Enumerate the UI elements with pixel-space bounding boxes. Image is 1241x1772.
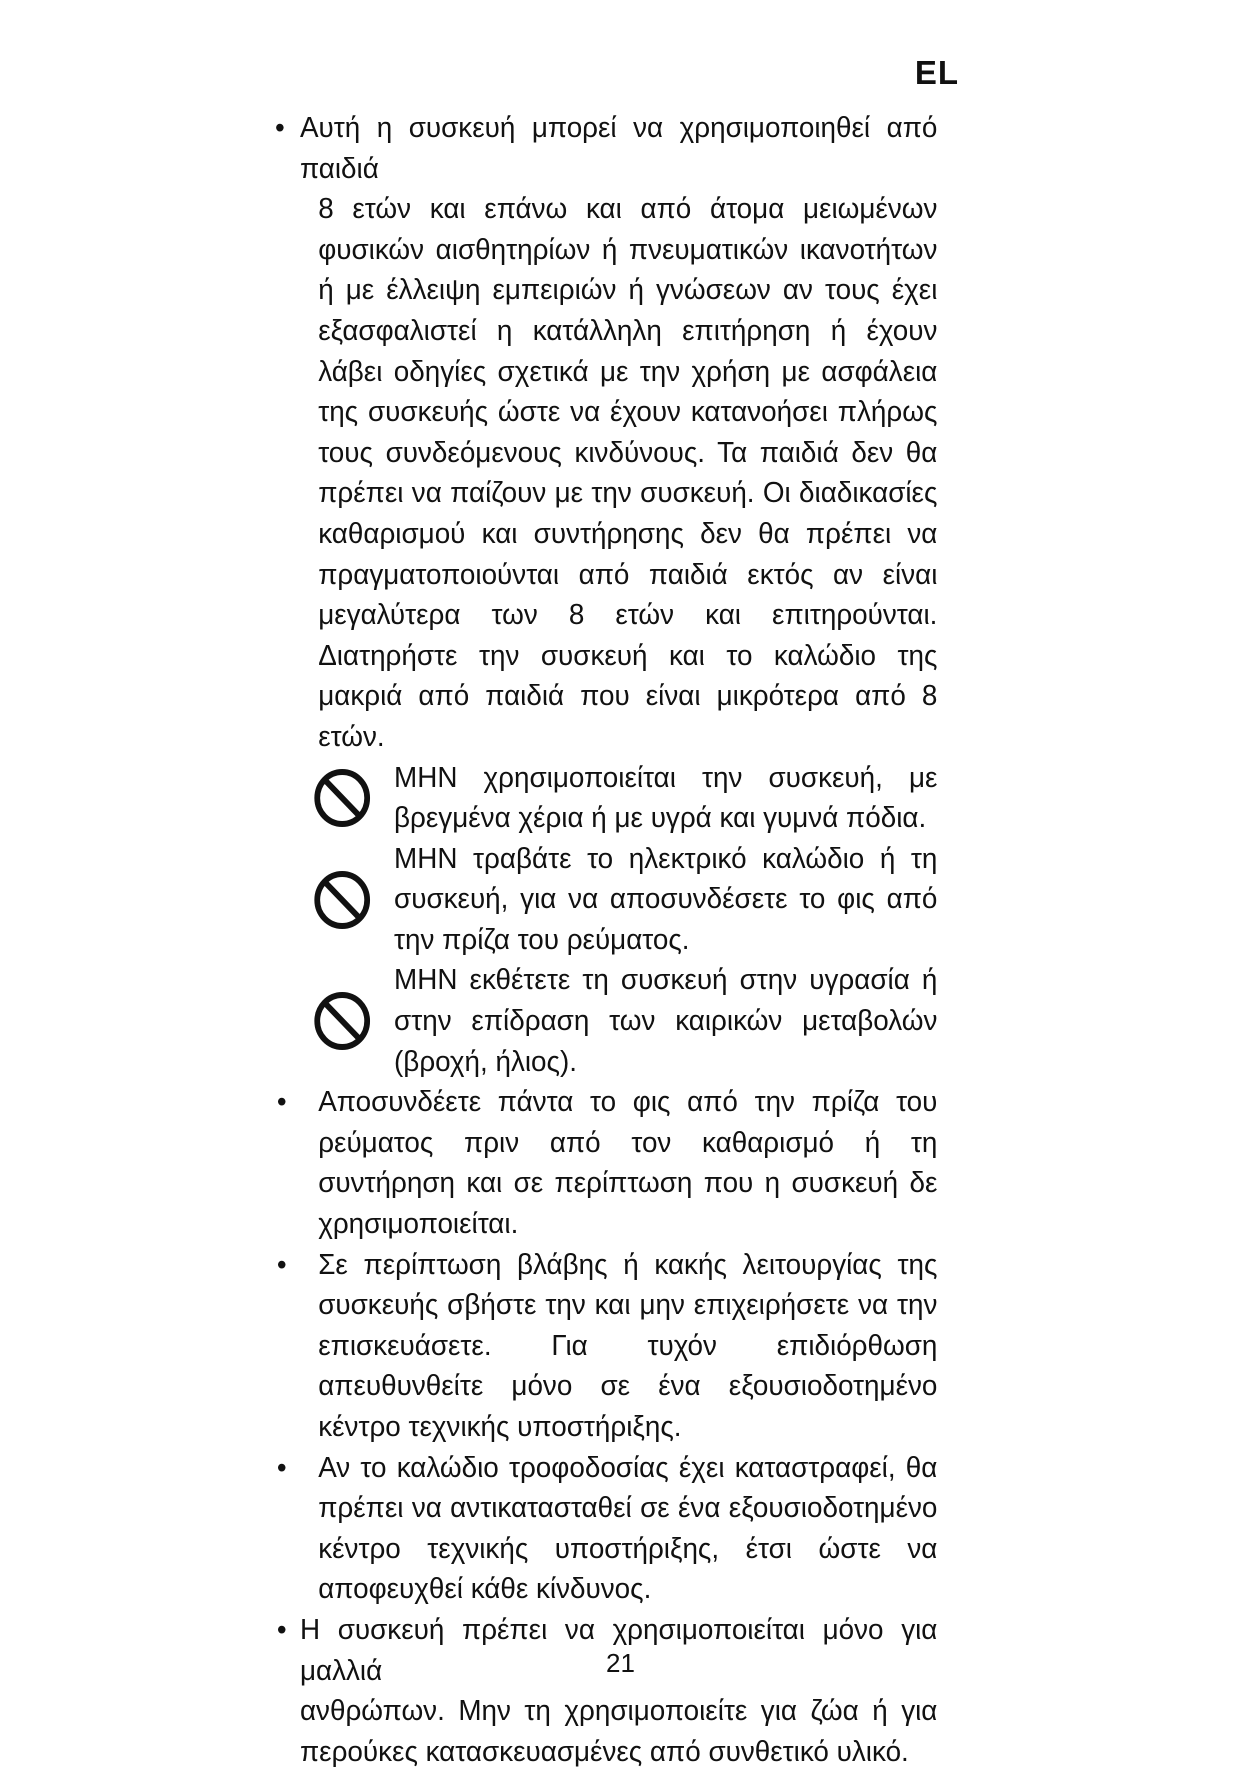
bullet-symbol: • — [275, 112, 285, 144]
bullet-symbol: • — [276, 1613, 287, 1646]
warning-weather-exposure — [275, 960, 937, 1082]
warning-text: ΜΗΝ χρησιμοποιείται την συσκευή, με βρεγμένα χέρια ή με υγρά και γυμνά πόδια. — [394, 761, 938, 835]
safety-instructions — [275, 108, 937, 1772]
prohibition-icon — [311, 766, 372, 830]
bullet-text: Αποσυνδέετε πάντα το φις από την πρίζα του ρεύματος πριν από τον καθαρισμό ή τη συντήρηση και σε περίπτωση που η συσκευή δε χρησιμοποιείται. — [318, 1086, 938, 1241]
warning-wet-hands — [275, 758, 937, 839]
bullet-item-damaged-cord — [275, 1448, 937, 1610]
prohibition-icon — [311, 989, 372, 1053]
bullet-text: 8 ετών και επάνω και από άτομα μειωμένων φυσικών αισθητηρίων ή πνευματικών ικανοτήτων ή με έλλειψη εμπειριών ή γνώσεων αν τους έχει εξασφαλιστεί η κατάλληλη επιτήρηση ή έχουν λάβει οδηγίες σχετικά με την χρήση με ασφάλεια της συσκευής ώστε να έχουν κατανοήσει πλήρως τους συνδεόμενους κινδύνους. Τα παιδιά δεν θα πρέπει να παίζουν με την συσκευή. Οι διαδικασίες καθαρισμού και συντήρησης δεν θα πρέπει να πραγματοποιούνται από παιδιά εκτός αν είναι μεγαλύτερα των 8 ετών και επιτηρούνται. Διατηρήστε την συσκευή και το καλώδιο της μακριά από παιδιά που είναι μικρότερα από 8 ετών. — [318, 193, 938, 753]
prohibition-icon — [311, 868, 372, 932]
bullet-symbol: • — [276, 1248, 287, 1281]
bullet-first-line: Αυτή η συσκευή μπορεί να χρησιμοποιηθεί από παιδιά — [299, 112, 938, 185]
warning-pull-cord — [275, 839, 937, 961]
bullet-text: Αν το καλώδιο τροφοδοσίας έχει καταστραφεί, θα πρέπει να αντικατασταθεί σε ένα εξουσιοδοτημένο κέντρο τεχνικής υποστήριξης, έτσι ώστε να αποφευχθεί κάθε κίνδυνος. — [318, 1451, 938, 1606]
warning-text: ΜΗΝ εκθέτετε τη συσκευή στην υγρασία ή στην επίδραση των καιρικών μεταβολών (βροχή, ήλιος). — [394, 964, 938, 1078]
bullet-item-malfunction — [275, 1245, 937, 1448]
bullet-item-unplug — [275, 1082, 937, 1244]
bullet-item-human-hair-only — [275, 1610, 937, 1772]
language-code: EL — [914, 54, 959, 91]
bullet-first-line: Η συσκευή πρέπει να χρησιμοποιείται μόνο για μαλλιά — [299, 1613, 938, 1687]
page-number: 21 — [606, 1648, 635, 1678]
bullet-symbol: • — [276, 1451, 287, 1484]
bullet-symbol: • — [276, 1086, 287, 1119]
bullet-text: ανθρώπων. Μην τη χρησιμοποιείτε για ζώα ή για περούκες κατασκευασμένες από συνθετικό υλικό. — [299, 1695, 938, 1768]
bullet-item-children-use — [275, 108, 937, 758]
bullet-text: Σε περίπτωση βλάβης ή κακής λειτουργίας της συσκευής σβήστε την και μην επιχειρήσετε να την επισκευάσετε. Για τυχόν επιδιόρθωση απευθυνθείτε μόνο σε ένα εξουσιοδοτημένο κέντρο τεχνικής υποστήριξης. — [318, 1248, 938, 1443]
warning-text: ΜΗΝ τραβάτε το ηλεκτρικό καλώδιο ή τη συσκευή, για να αποσυνδέσετε το φις από την πρίζα του ρεύματος. — [394, 842, 938, 956]
